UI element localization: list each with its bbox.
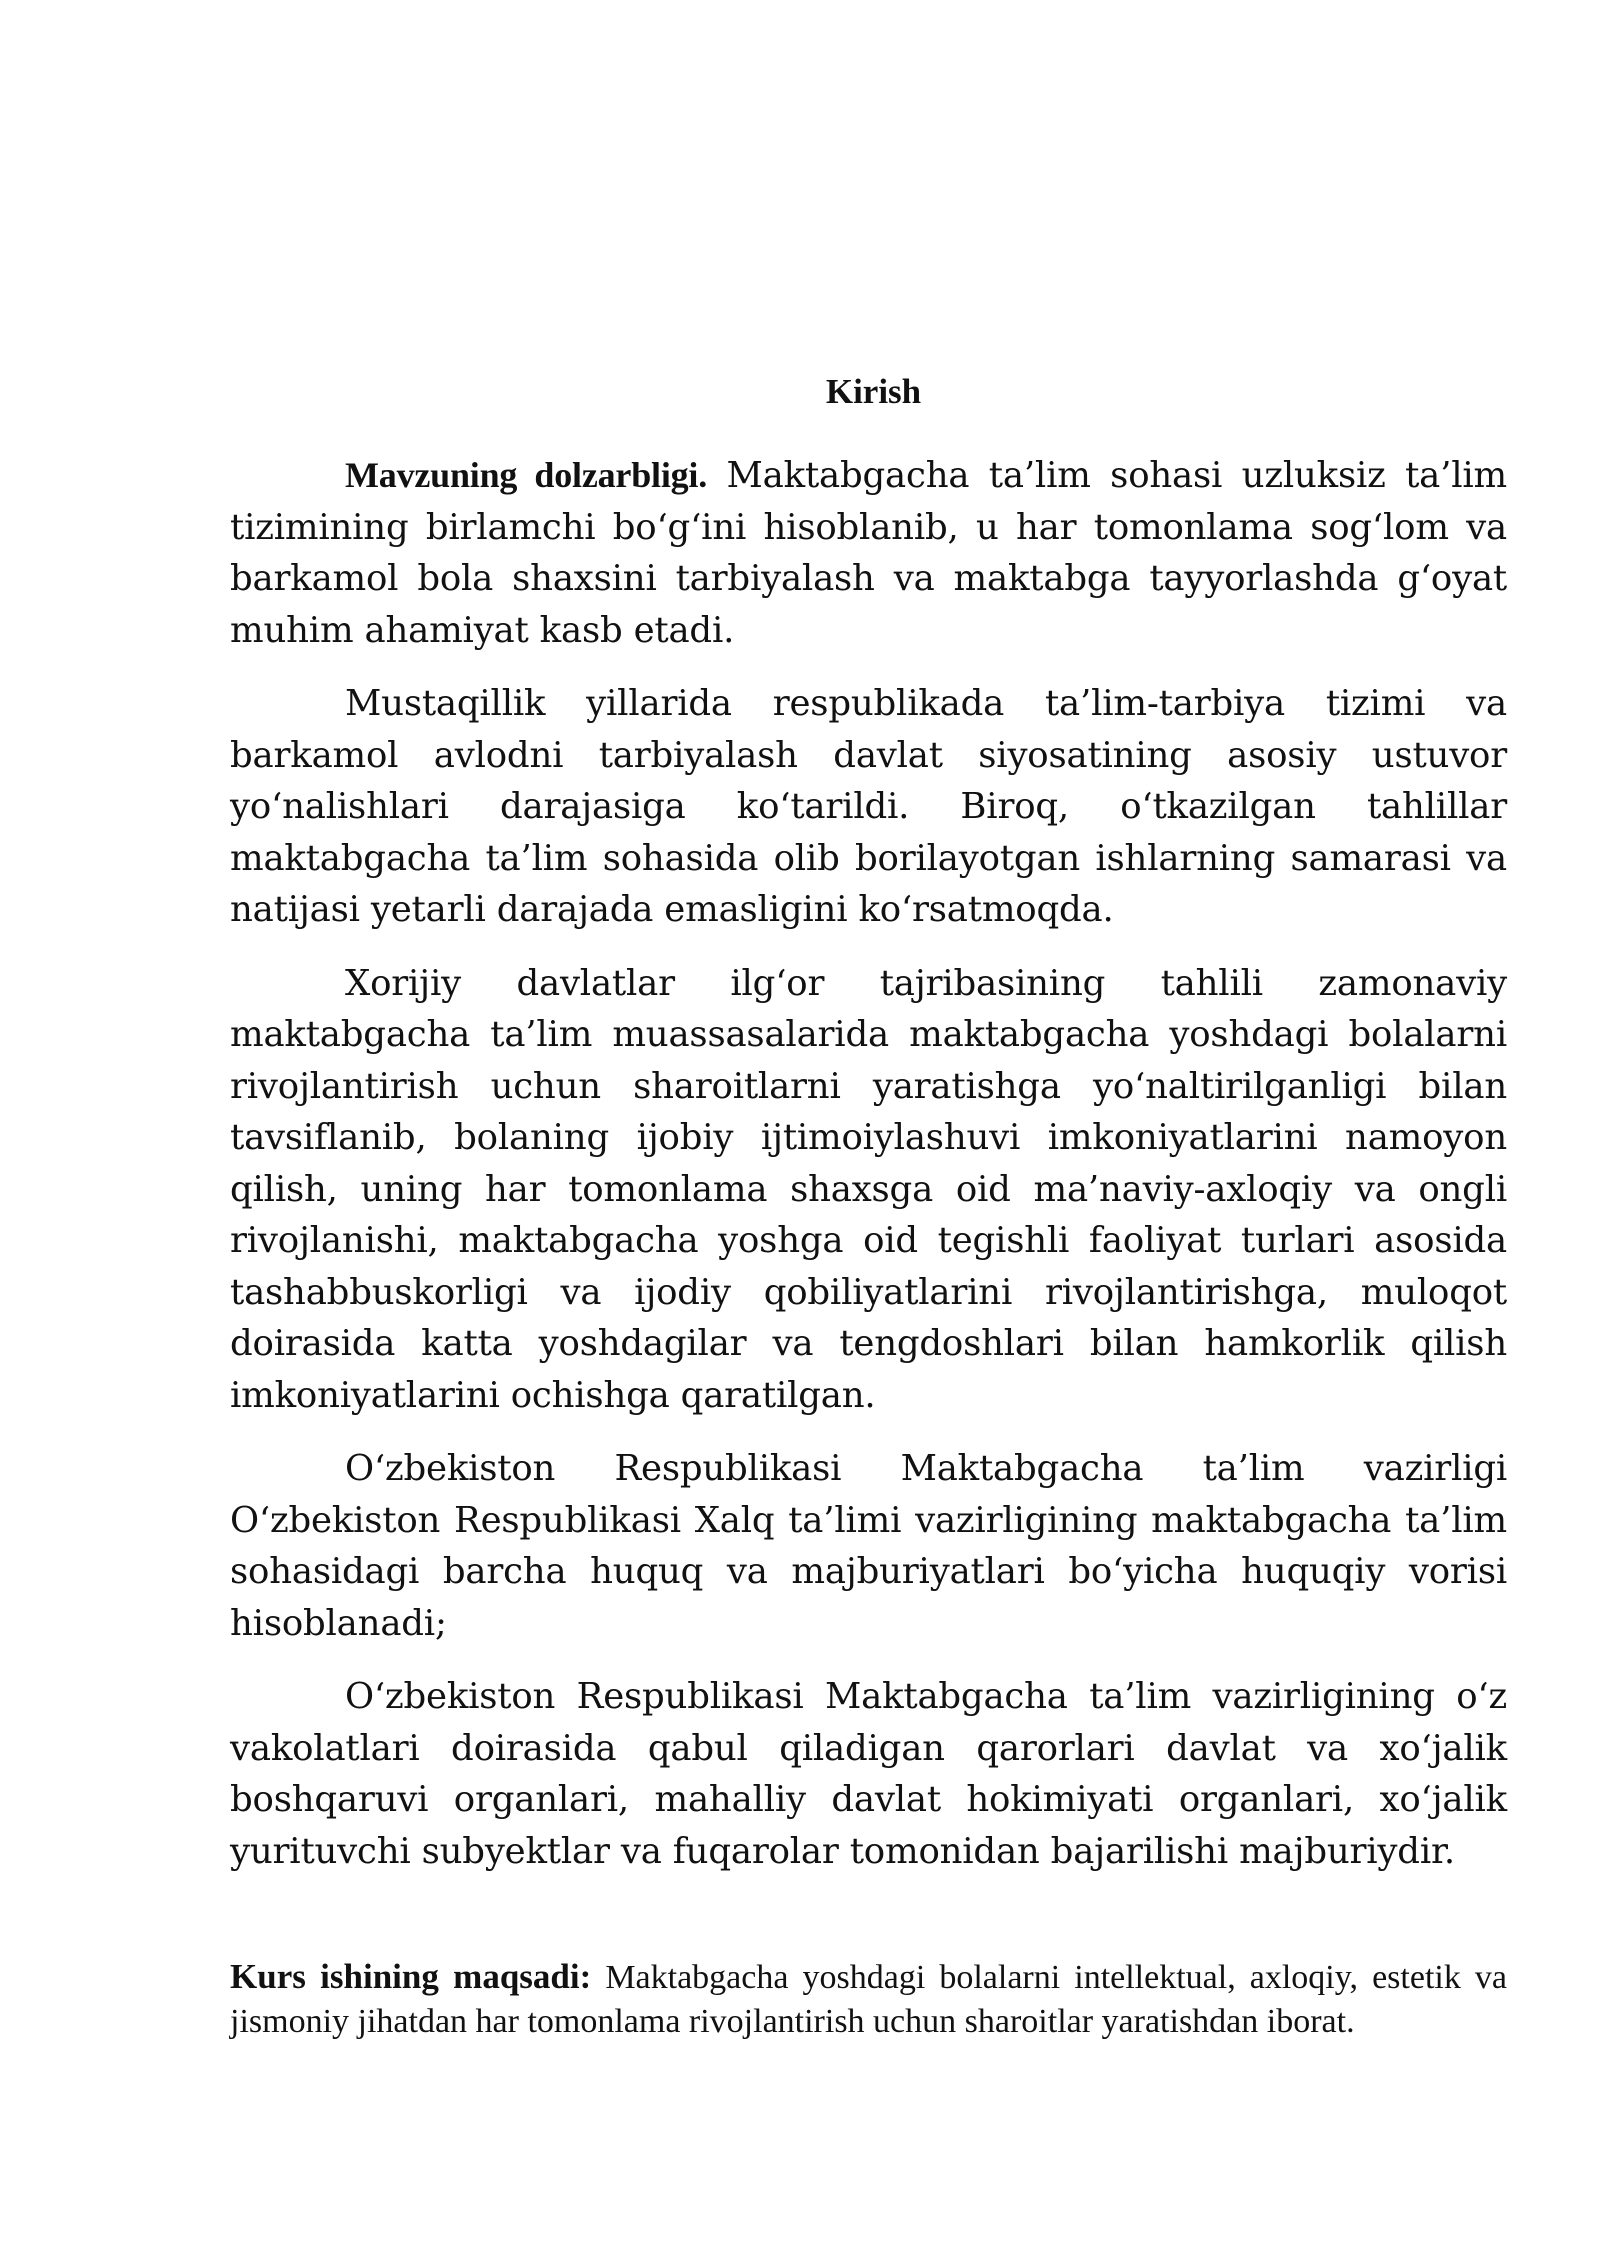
paragraph-relevance [230, 450, 1507, 656]
paragraph-ministry-successor [230, 1443, 1507, 1649]
page-title: Kirish [825, 372, 922, 411]
document-page [230, 372, 1507, 2044]
paragraph-independence [230, 678, 1507, 936]
paragraph-course-goal [230, 1955, 1507, 2044]
goal-lead: Kurs ishining maqsadi: [230, 1957, 592, 1996]
paragraph-ministry-decisions [230, 1671, 1507, 1877]
paragraph-text: Mustaqillik yillarida respublikada ta’lim-tarbiya tizimi va barkamol avlodni tarbiyalash davlat siyosatining asosiy ustuvor yo‘nalishlari darajasiga ko‘tarildi. Biroq, o‘tkazilgan tahlillar maktabgacha ta’lim sohasida olib borilayotgan ishlarning samarasi va natijasi yetarli darajada emasligini ko‘rsatmoqda. [230, 683, 1507, 930]
goal-text: Maktabgacha yoshdagi bolalarni intellektual, axloqiy, estetik va jismoniy jihatdan har tomonlama rivojlantirish uchun sharoitlar yaratishdan iborat. [230, 1959, 1507, 2040]
paragraph-text: O‘zbekiston Respublikasi Maktabgacha ta’lim vazirligi O‘zbekiston Respublikasi Xalq ta’limi vazirligining maktabgacha ta’lim sohasidagi barcha huquq va majburiyatlari bo‘yicha huquqiy vorisi hisoblanadi; [230, 1448, 1507, 1644]
paragraph-lead: Mavzuning dolzarbligi. [345, 455, 708, 495]
paragraph-text: O‘zbekiston Respublikasi Maktabgacha ta’lim vazirligining o‘z vakolatlari doirasida qabul qiladigan qarorlari davlat va xo‘jalik boshqaruvi organlari, mahalliy davlat hokimiyati organlari, xo‘jalik yurituvchi subyektlar va fuqarolar tomonidan bajarilishi majburiydir. [230, 1676, 1507, 1872]
paragraph-text: Maktabgacha ta’lim sohasi uzluksiz ta’lim tizimining birlamchi bo‘g‘ini hisoblanib, u har tomonlama sog‘lom va barkamol bola shaxsini tarbiyalash va maktabga tayyorlashda g‘oyat muhim ahamiyat kasb etadi. [230, 455, 1508, 651]
paragraph-text: Xorijiy davlatlar ilg‘or tajribasining tahlili zamonaviy maktabgacha ta’lim muassasalarida maktabgacha yoshdagi bolalarni rivojlantirish uchun sharoitlarni yaratishga yo‘naltirilganligi bilan tavsiflanib, bolaning ijobiy ijtimoiylashuvi imkoniyatlarini namoyon qilish, uning har tomonlama shaxsga oid ma’naviy-axloqiy va ongli rivojlanishi, maktabgacha yoshga oid tegishli faoliyat turlari asosida tashabbuskorligi va ijodiy qobiliyatlarini rivojlantirishga, muloqot doirasida katta yoshdagilar va tengdoshlari bilan hamkorlik qilish imkoniyatlarini ochishga qaratilgan. [230, 962, 1507, 1416]
paragraph-foreign-experience [230, 958, 1507, 1422]
